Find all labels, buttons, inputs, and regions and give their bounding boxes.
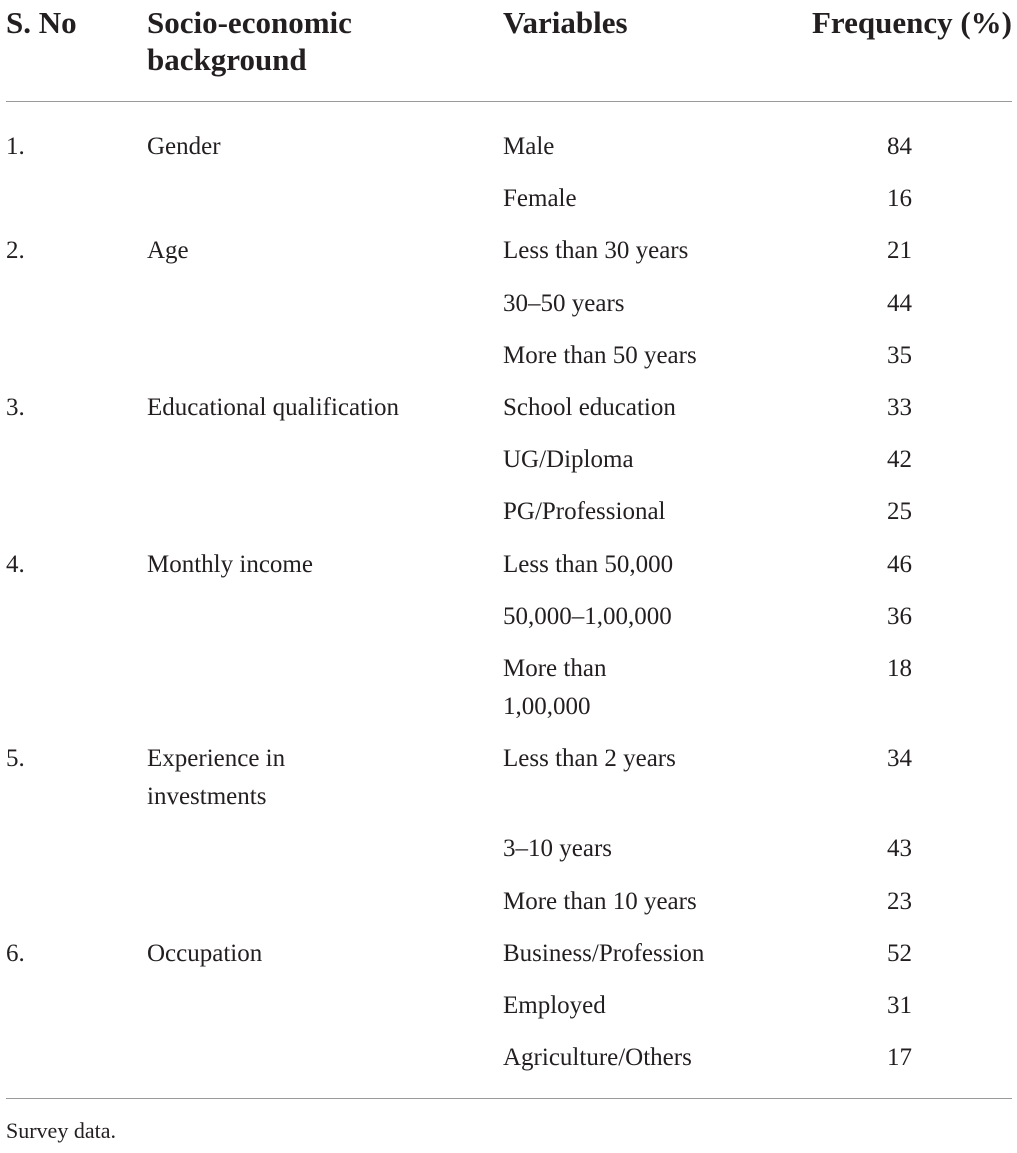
row-background-line: investments bbox=[147, 783, 267, 811]
row-variable-line: 1,00,000 bbox=[503, 693, 591, 720]
row-background bbox=[147, 935, 262, 973]
row-variable bbox=[503, 1039, 692, 1077]
row-variable bbox=[503, 389, 676, 427]
row-background bbox=[147, 546, 313, 584]
row-sno: 6. bbox=[6, 939, 25, 967]
row-background bbox=[147, 740, 285, 816]
row-variable bbox=[503, 337, 697, 375]
row-variable bbox=[503, 598, 672, 636]
header-sno: S. No bbox=[6, 5, 77, 40]
row-variable bbox=[503, 493, 666, 531]
row-frequency: 34 bbox=[887, 745, 912, 773]
row-frequency: 52 bbox=[887, 939, 912, 967]
row-frequency: 17 bbox=[887, 1044, 912, 1072]
row-variable-line: 30–50 years bbox=[503, 289, 625, 317]
row-variable-line: Less than 2 years bbox=[503, 745, 676, 773]
row-frequency: 46 bbox=[887, 550, 912, 578]
header-variables: Variables bbox=[503, 5, 628, 40]
row-variable-line: Agriculture/Others bbox=[503, 1044, 692, 1072]
row-background bbox=[147, 128, 221, 166]
row-variable bbox=[503, 180, 577, 218]
row-variable-line: Male bbox=[503, 133, 555, 160]
row-background-line: Gender bbox=[147, 133, 221, 160]
row-frequency: 23 bbox=[887, 887, 912, 915]
row-background-line: Experience in bbox=[147, 745, 286, 773]
row-variable-line: Female bbox=[503, 185, 577, 213]
row-frequency: 36 bbox=[887, 602, 912, 630]
row-frequency: 25 bbox=[887, 498, 912, 526]
row-variable bbox=[503, 935, 704, 973]
row-variable-line: Business/Profession bbox=[503, 939, 705, 967]
row-variable bbox=[503, 883, 697, 921]
row-variable-line: PG/Professional bbox=[503, 498, 666, 526]
row-frequency: 35 bbox=[887, 341, 912, 369]
row-frequency: 16 bbox=[887, 185, 912, 213]
row-variable-line: School education bbox=[503, 394, 676, 421]
row-variable bbox=[503, 232, 688, 270]
row-variable-line: UG/Diploma bbox=[503, 446, 634, 474]
header-divider bbox=[6, 101, 1012, 102]
row-variable bbox=[503, 128, 554, 166]
row-variable-line: Less than 30 years bbox=[503, 237, 689, 265]
header-background bbox=[147, 4, 352, 78]
row-variable-line: More than 50 years bbox=[503, 341, 697, 369]
row-variable-line: Less than 50,000 bbox=[503, 550, 674, 578]
row-variable-line: 3–10 years bbox=[503, 835, 612, 863]
row-sno: 2. bbox=[6, 237, 25, 265]
row-sno: 5. bbox=[6, 745, 25, 773]
row-variable bbox=[503, 285, 625, 323]
row-variable-line: More than bbox=[503, 655, 607, 682]
row-frequency: 18 bbox=[887, 655, 912, 682]
row-frequency: 43 bbox=[887, 835, 912, 863]
row-variable bbox=[503, 546, 673, 584]
row-frequency: 42 bbox=[887, 446, 912, 474]
row-frequency: 31 bbox=[887, 992, 912, 1019]
data-table bbox=[6, 0, 1012, 1153]
header-frequency: Frequency (%) bbox=[811, 5, 1012, 40]
row-background bbox=[147, 232, 189, 270]
row-variable bbox=[503, 650, 606, 726]
row-frequency: 44 bbox=[887, 289, 912, 317]
row-frequency: 84 bbox=[887, 133, 912, 160]
row-background-line: Monthly income bbox=[147, 550, 313, 578]
row-background bbox=[147, 389, 399, 427]
row-variable-line: Employed bbox=[503, 992, 606, 1019]
row-sno: 3. bbox=[6, 394, 25, 421]
row-variable-line: 50,000–1,00,000 bbox=[503, 602, 672, 630]
row-variable-line: More than 10 years bbox=[503, 887, 697, 915]
row-variable bbox=[503, 441, 634, 479]
row-variable bbox=[503, 830, 612, 868]
row-frequency: 33 bbox=[887, 394, 912, 421]
table-footnote: Survey data. bbox=[6, 1118, 116, 1143]
row-variable bbox=[503, 740, 676, 778]
row-frequency: 21 bbox=[887, 237, 912, 265]
header-background-line1: Socio-economic bbox=[147, 5, 352, 40]
row-background-line: Occupation bbox=[147, 939, 263, 967]
row-sno: 1. bbox=[6, 133, 25, 160]
row-background-line: Educational qualification bbox=[147, 394, 399, 421]
row-background-line: Age bbox=[147, 237, 189, 265]
footer-divider bbox=[6, 1098, 1012, 1099]
row-sno: 4. bbox=[6, 550, 25, 578]
header-background-line2: background bbox=[147, 42, 307, 77]
row-variable bbox=[503, 987, 606, 1025]
